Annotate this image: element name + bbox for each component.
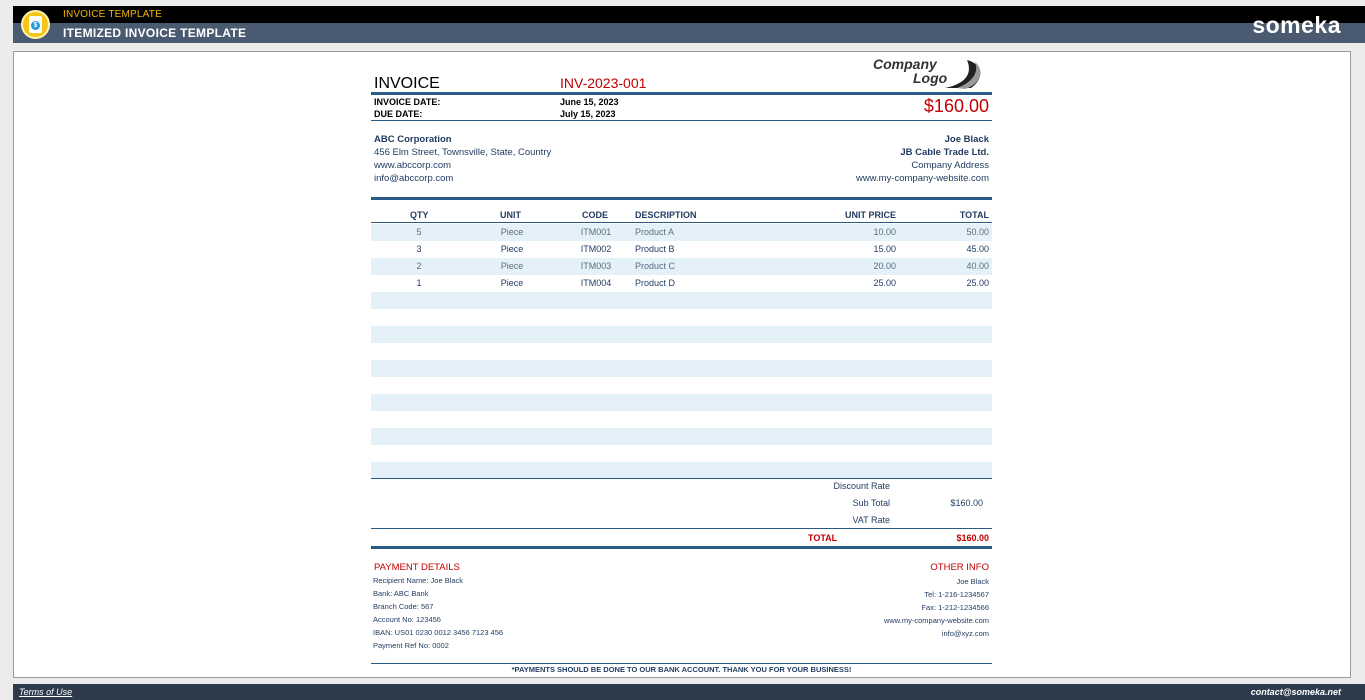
col-total: TOTAL	[959, 210, 989, 220]
logo-text-logo: Logo	[913, 70, 948, 86]
header-rule	[371, 92, 992, 95]
payment-line[interactable]: Recipient Name: Joe Black	[373, 576, 464, 585]
invoice-app-icon	[21, 10, 50, 39]
cell-code[interactable]: ITM002	[580, 244, 612, 254]
cell-total[interactable]: 40.00	[966, 261, 989, 271]
vat-rate-label: VAT Rate	[852, 515, 890, 525]
buyer-company[interactable]: JB Cable Trade Ltd.	[900, 147, 989, 158]
other-line[interactable]: Fax: 1-212-1234566	[921, 603, 989, 612]
other-line[interactable]: Tel: 1-216-1234567	[924, 590, 989, 599]
cell-code[interactable]: ITM003	[580, 261, 612, 271]
invoice-sheet	[13, 51, 1351, 678]
payment-line[interactable]: Bank: ABC Bank	[373, 589, 429, 598]
cell-description[interactable]: Product C	[635, 261, 676, 271]
total-rule	[371, 546, 992, 549]
table-row[interactable]	[371, 326, 992, 343]
payment-details-list	[373, 574, 503, 652]
due-date-label: DUE DATE:	[374, 109, 423, 119]
invoice-date-value[interactable]: June 15, 2023	[560, 97, 619, 107]
seller-block	[374, 133, 551, 185]
payment-line[interactable]: Payment Ref No: 0002	[373, 641, 449, 650]
other-info-list	[884, 575, 989, 640]
cell-total[interactable]: 50.00	[966, 227, 989, 237]
other-line[interactable]: Joe Black	[956, 577, 989, 586]
seller-address[interactable]: 456 Elm Street, Townsville, State, Country	[374, 147, 552, 158]
logo-swoosh-icon	[943, 56, 985, 90]
document-dollar-icon: $	[29, 16, 42, 33]
table-row[interactable]	[371, 411, 992, 428]
invoice-heading: INVOICE	[374, 75, 440, 92]
table-row[interactable]	[371, 258, 992, 275]
cell-description[interactable]: Product D	[635, 278, 676, 288]
buyer-name[interactable]: Joe Black	[944, 134, 989, 145]
parties-rule	[371, 197, 992, 200]
cell-unit[interactable]: Piece	[500, 227, 524, 237]
logo-text-company: Company	[873, 56, 937, 72]
cell-unit-price[interactable]: 25.00	[873, 278, 896, 288]
table-row[interactable]	[371, 241, 992, 258]
cell-qty[interactable]: 2	[416, 261, 422, 271]
table-row[interactable]	[371, 275, 992, 292]
contact-email-link[interactable]: contact@someka.net	[1250, 687, 1341, 697]
app-footer	[13, 684, 1365, 700]
col-description: DESCRIPTION	[635, 210, 697, 220]
cell-total[interactable]: 45.00	[966, 244, 989, 254]
cell-unit-price[interactable]: 20.00	[873, 261, 896, 271]
payment-line[interactable]: IBAN: US01 0230 0012 3456 7123 456	[373, 628, 504, 637]
table-row[interactable]	[371, 309, 992, 326]
cell-qty[interactable]: 1	[416, 278, 422, 288]
total-value: $160.00	[956, 533, 989, 543]
invoice-number[interactable]: INV-2023-001	[560, 75, 647, 91]
subtotal-value: $160.00	[950, 498, 983, 508]
other-line[interactable]: www.my-company-website.com	[883, 616, 989, 625]
amount-due: $160.00	[923, 96, 989, 116]
payment-line[interactable]: Account No: 123456	[373, 615, 441, 624]
cell-qty[interactable]: 3	[416, 244, 422, 254]
buyer-address[interactable]: Company Address	[911, 160, 989, 171]
seller-name[interactable]: ABC Corporation	[374, 134, 452, 145]
cell-qty[interactable]: 5	[416, 227, 422, 237]
cell-unit-price[interactable]: 15.00	[873, 244, 896, 254]
subtotal-label: Sub Total	[852, 498, 890, 508]
discount-rate-label: Discount Rate	[833, 481, 890, 491]
col-unit: UNIT	[500, 210, 521, 220]
items-table-header	[371, 207, 992, 223]
summary-rule	[371, 528, 992, 529]
cell-total[interactable]: 25.00	[966, 278, 989, 288]
company-logo[interactable]	[873, 56, 985, 92]
someka-logo[interactable]: someka	[1252, 12, 1341, 38]
table-row[interactable]	[371, 292, 992, 309]
cell-unit-price[interactable]: 10.00	[873, 227, 896, 237]
payment-line[interactable]: Branch Code: 567	[373, 602, 434, 611]
col-unit-price: UNIT PRICE	[844, 210, 896, 220]
note-rule	[371, 663, 992, 664]
total-label: TOTAL	[808, 533, 838, 543]
col-qty: QTY	[410, 210, 429, 220]
table-row[interactable]	[371, 343, 992, 360]
buyer-block	[856, 133, 989, 185]
cell-code[interactable]: ITM001	[580, 227, 612, 237]
table-row[interactable]	[371, 377, 992, 394]
col-code: CODE	[582, 210, 609, 220]
invoice-date-label: INVOICE DATE:	[374, 97, 441, 107]
header-band-top	[13, 6, 1365, 23]
header-title: ITEMIZED INVOICE TEMPLATE	[63, 26, 247, 40]
seller-email[interactable]: info@abccorp.com	[374, 173, 454, 184]
invoice	[371, 52, 992, 679]
other-line[interactable]: info@xyz.com	[941, 629, 989, 638]
table-row[interactable]	[371, 445, 992, 462]
table-row[interactable]	[371, 394, 992, 411]
cell-code[interactable]: ITM004	[580, 278, 612, 288]
header-subtitle: INVOICE TEMPLATE	[63, 9, 162, 20]
cell-description[interactable]: Product B	[635, 244, 675, 254]
dates-rule	[371, 120, 992, 121]
terms-of-use-link[interactable]: Terms of Use	[19, 687, 73, 697]
table-row[interactable]	[371, 428, 992, 445]
due-date-value[interactable]: July 15, 2023	[560, 109, 616, 119]
buyer-website[interactable]: www.my-company-website.com	[855, 173, 989, 184]
table-row[interactable]	[371, 360, 992, 377]
other-info-title: OTHER INFO	[930, 562, 989, 573]
table-row[interactable]	[371, 462, 992, 479]
seller-website[interactable]: www.abccorp.com	[374, 160, 452, 171]
table-row[interactable]	[371, 224, 992, 241]
cell-description[interactable]: Product A	[635, 227, 675, 237]
payment-note: *PAYMENTS SHOULD BE DONE TO OUR BANK ACCOUNT. THANK YOU FOR YOUR BUSINESS!	[511, 665, 852, 674]
payment-details-title: PAYMENT DETAILS	[374, 562, 460, 573]
app-header	[13, 6, 1365, 43]
cell-unit[interactable]: Piece	[500, 261, 524, 271]
table-bottom-rule	[371, 478, 992, 479]
cell-unit[interactable]: Piece	[500, 244, 524, 254]
cell-unit[interactable]: Piece	[500, 278, 524, 288]
